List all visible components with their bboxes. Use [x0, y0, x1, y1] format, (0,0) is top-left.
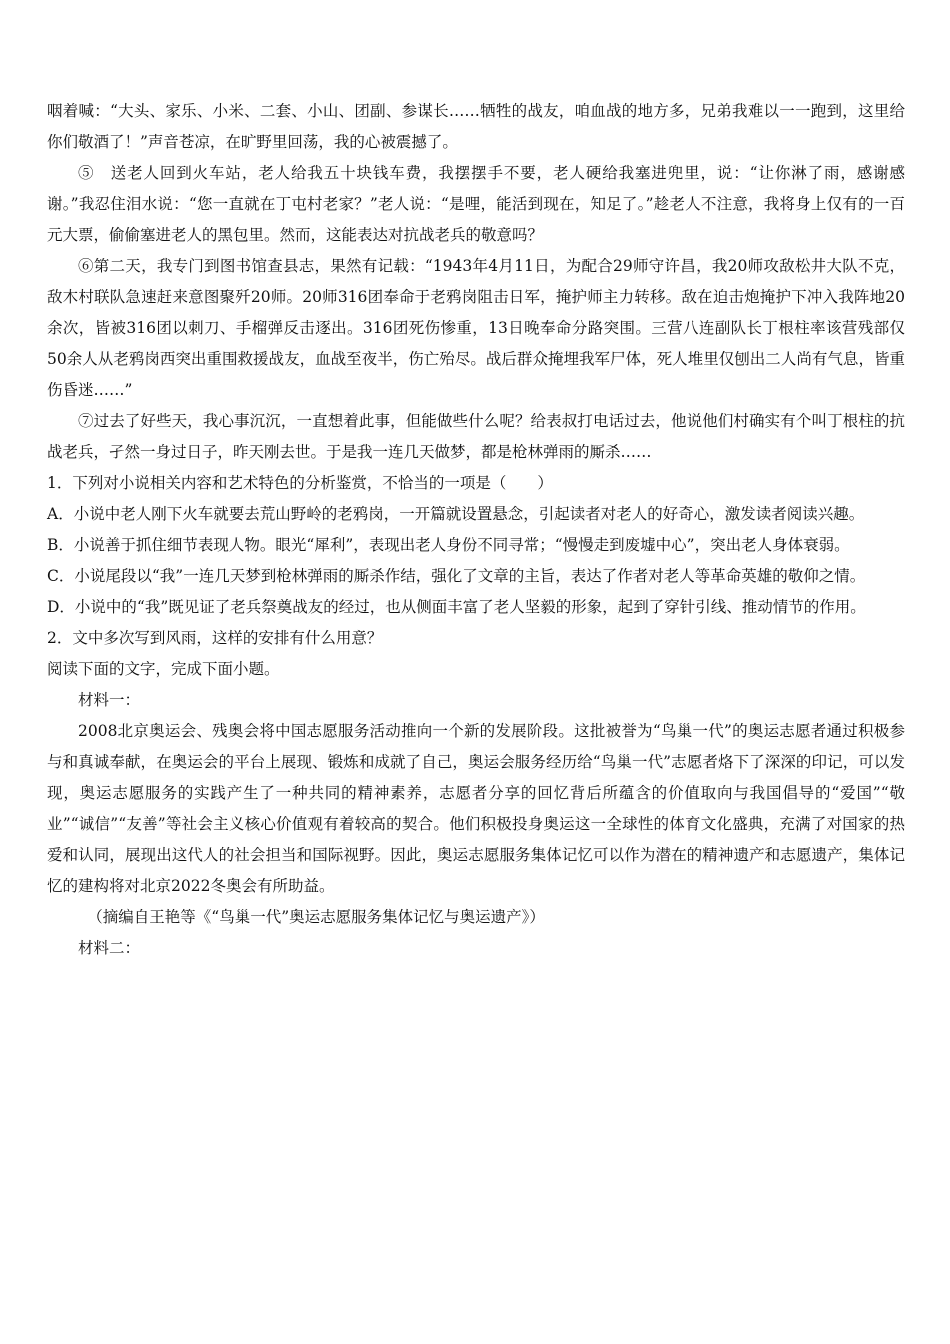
story-paragraph-6: ⑥第二天，我专门到图书馆查县志，果然有记载：“1943年4月11日，为配合29师守许昌，我20师攻敌松井大队不克，敌木村联队急速赶来意图聚歼20师。20师316团奉命于老鸦岗阻击日军，掩护师主力转移。敌在迫击炮掩护下冲入我阵地20余次，皆被316团以刺刀、手榴弹反击逐出。316团死伤惨重，13日晚奉命分路突围。三营八连副队长丁根柱率该营残部仅50余人从老鸦岗西突出重围救援战友，血战至夜半，伤亡殆尽。战后群众掩埋我军尸体，死人堆里仅刨出二人尚有气息，皆重伤昏迷……” — [47, 257, 905, 399]
question-1-option-a: A．小说中老人刚下火车就要去荒山野岭的老鸦岗，一开篇就设置悬念，引起读者对老人的好奇心，激发读者阅读兴趣。 — [47, 505, 865, 523]
material-1-label: 材料一： — [78, 691, 141, 709]
reading-instruction: 阅读下面的文字，完成下面小题。 — [47, 660, 280, 678]
story-paragraph-7: ⑦过去了好些天，我心事沉沉，一直想着此事，但能做些什么呢？给表叔打电话过去，他说他们村确实有个叫丁根柱的抗战老兵，孑然一身过日子，昨天刚去世。于是我一连几天做梦，都是枪林弹雨的厮杀…… — [47, 412, 905, 461]
material-2-label: 材料二： — [78, 939, 141, 957]
document-page — [47, 96, 905, 964]
story-paragraph-5: ⑤ 送老人回到火车站，老人给我五十块钱车费，我摆摆手不要，老人硬给我塞进兜里，说：“让你淋了雨，感谢感谢。”我忍住泪水说：“您一直就在丁屯村老家？”老人说：“是哩，能活到现在，知足了。”趁老人不注意，我将身上仅有的一百元大票，偷偷塞进老人的黑包里。然而，这能表达对抗战老兵的敬意吗？ — [47, 164, 905, 244]
question-1-stem: 1．下列对小说相关内容和艺术特色的分析鉴赏，不恰当的一项是（ ） — [47, 474, 553, 492]
material-1-source: （摘编自王艳等《“鸟巢一代”奥运志愿服务集体记忆与奥运遗产》） — [87, 908, 545, 926]
question-1-option-c: C．小说尾段以“我”一连几天梦到枪林弹雨的厮杀作结，强化了文章的主旨，表达了作者对老人等革命英雄的敬仰之情。 — [47, 567, 866, 585]
material-1-text: 2008北京奥运会、残奥会将中国志愿服务活动推向一个新的发展阶段。这批被誉为“鸟巢一代”的奥运志愿者通过积极参与和真诚奉献，在奥运会的平台上展现、锻炼和成就了自己，奥运会服务经历给“鸟巢一代”志愿者烙下了深深的印记，可以发现，奥运志愿服务的实践产生了一种共同的精神素养，志愿者分享的回忆背后所蕴含的价值取向与我国倡导的“爱国”“敬业”“诚信”“友善”等社会主义核心价值观有着较高的契合。他们积极投身奥运这一全球性的体育文化盛典，充满了对国家的热爱和认同，展现出这代人的社会担当和国际视野。因此，奥运志愿服务集体记忆可以作为潜在的精神遗产和志愿遗产，集体记忆的建构将对北京2022冬奥会有所助益。 — [47, 722, 905, 895]
question-2-stem: 2．文中多次写到风雨，这样的安排有什么用意？ — [47, 629, 383, 647]
story-paragraph-4-continued: 咽着喊：“大头、家乐、小米、二套、小山、团副、参谋长……牺牲的战友，咱血战的地方多，兄弟我难以一一跑到，这里给你们敬酒了！”声音苍凉，在旷野里回荡，我的心被震撼了。 — [47, 102, 905, 151]
question-1-option-b: B．小说善于抓住细节表现人物。眼光“犀利”，表现出老人身份不同寻常；“慢慢走到废墟中心”，突出老人身体衰弱。 — [47, 536, 850, 554]
question-1-option-d: D．小说中的“我”既见证了老兵祭奠战友的经过，也从侧面丰富了老人坚毅的形象，起到了穿针引线、推动情节的作用。 — [47, 598, 866, 616]
